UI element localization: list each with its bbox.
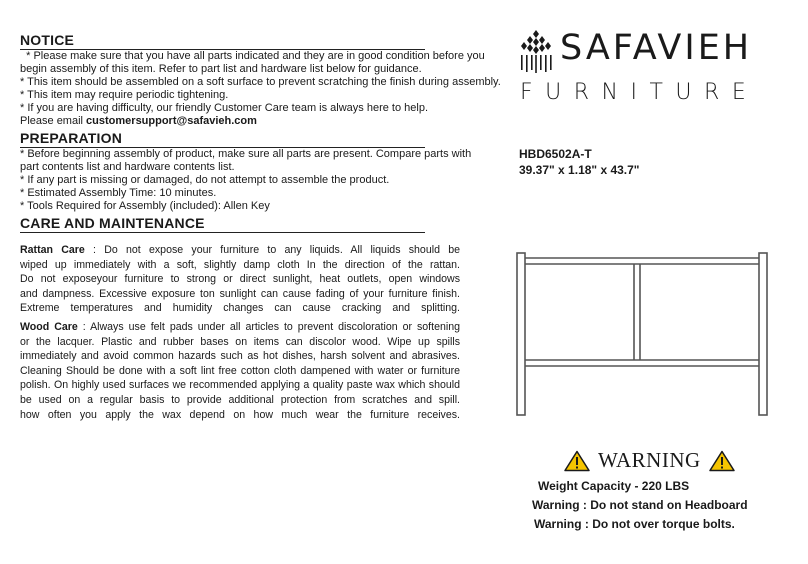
preparation-line: * Tools Required for Assembly (included): Allen Key [20, 200, 270, 212]
wood-care-line: polish. On highly used surfaces we recommended applying a quality paste wax which should [20, 379, 460, 392]
notice-line: * This item may require periodic tightening. [20, 89, 229, 101]
preparation-heading: PREPARATION [20, 130, 425, 148]
headboard-diagram [512, 248, 772, 418]
instructions-column [20, 32, 510, 422]
wood-care-line: immediately and avoid common hazards such as hot dishes, harsh solvent and abrasives. [20, 350, 460, 363]
warning-title: WARNING [598, 448, 701, 472]
care-heading: CARE AND MAINTENANCE [20, 215, 425, 233]
safavieh-crest-icon [516, 28, 556, 74]
brand-subtitle: FURNITURE [520, 80, 759, 105]
notice-heading: NOTICE [20, 32, 425, 50]
product-info [519, 146, 640, 178]
preparation-line: part contents list and hardware contents list. [20, 161, 235, 173]
rattan-care-line: Extreme temperatures and humidity changes can cause cracking and splitting. [20, 302, 460, 315]
notice-email-line [20, 115, 510, 128]
notice-line: * If you are having difficulty, our friendly Customer Care team is always here to help. [20, 102, 429, 114]
notice-line: begin assembly of this item. Refer to part list and hardware list below for guidance. [20, 63, 422, 75]
preparation-line: * Before beginning assembly of product, make sure all parts are present. Compare parts with [20, 148, 472, 160]
rattan-care-label: Rattan Care [20, 244, 85, 256]
email-prefix: Please email [20, 115, 87, 127]
brand-name: SAFAVIEH [560, 28, 753, 68]
wood-care-label: Wood Care [20, 320, 78, 333]
preparation-line: * Estimated Assembly Time: 10 minutes. [20, 187, 217, 199]
weight-capacity: Weight Capacity - 220 LBS [538, 479, 690, 493]
preparation-section [20, 130, 510, 213]
care-section [20, 215, 510, 422]
wood-care-line: Wood Care : Always use felt pads under all articles to prevent discoloration or softening [20, 320, 460, 333]
warning-triangle-icon [709, 450, 735, 472]
notice-section [20, 32, 510, 128]
care-body [20, 243, 460, 422]
rattan-care-block [20, 243, 460, 316]
support-email-link[interactable]: customersupport@safavieh.com [86, 115, 257, 127]
warning-triangle-icon [564, 450, 590, 472]
notice-line: * Please make sure that you have all parts indicated and they are in good condition before you [20, 50, 485, 62]
wood-care-line: or the lacquer. Plastic and rubber bases on items can discolor wood. Wipe up spills [20, 335, 460, 348]
rattan-care-line: and dampness. Excessive exposure ton sunlight can cause fading of your furniture finish. [20, 287, 460, 300]
rattan-care-line: wiped up immediately with a soft, slightly damp cloth In the direction of the rattan. [20, 258, 460, 271]
model-number: HBD6502A-T [519, 147, 592, 161]
warning-line: Warning : Do not over torque bolts. [534, 517, 735, 531]
warning-line: Warning : Do not stand on Headboard [532, 498, 748, 512]
wood-care-line: how often you apply the wax depend on how much wear the furniture receives. [20, 408, 460, 421]
notice-line: * This item should be assembled on a soft surface to prevent scratching the finish during assembly. [20, 76, 501, 88]
wood-care-block [20, 320, 460, 422]
warning-title-row [564, 448, 772, 473]
warning-box [532, 448, 772, 534]
product-dimensions: 39.37" x 1.18" x 43.7" [519, 163, 640, 177]
rattan-care-line: Rattan Care : Do not expose your furniture to any liquids. All liquids should be [20, 244, 460, 256]
wood-care-line: be used on a regular basis to provide additional protection from scratches and spill. [20, 393, 460, 406]
brand-logo [516, 24, 796, 114]
wood-care-line: Cleaning Should be done with a soft lint free cotton cloth dampened with water or furniture [20, 364, 460, 377]
rattan-care-line: Do not exposeyour furniture to strong or direct sunlight, heat outlets, open windows [20, 273, 460, 286]
preparation-line: * If any part is missing or damaged, do not attempt to assemble the product. [20, 174, 390, 186]
warning-lines [532, 477, 772, 534]
